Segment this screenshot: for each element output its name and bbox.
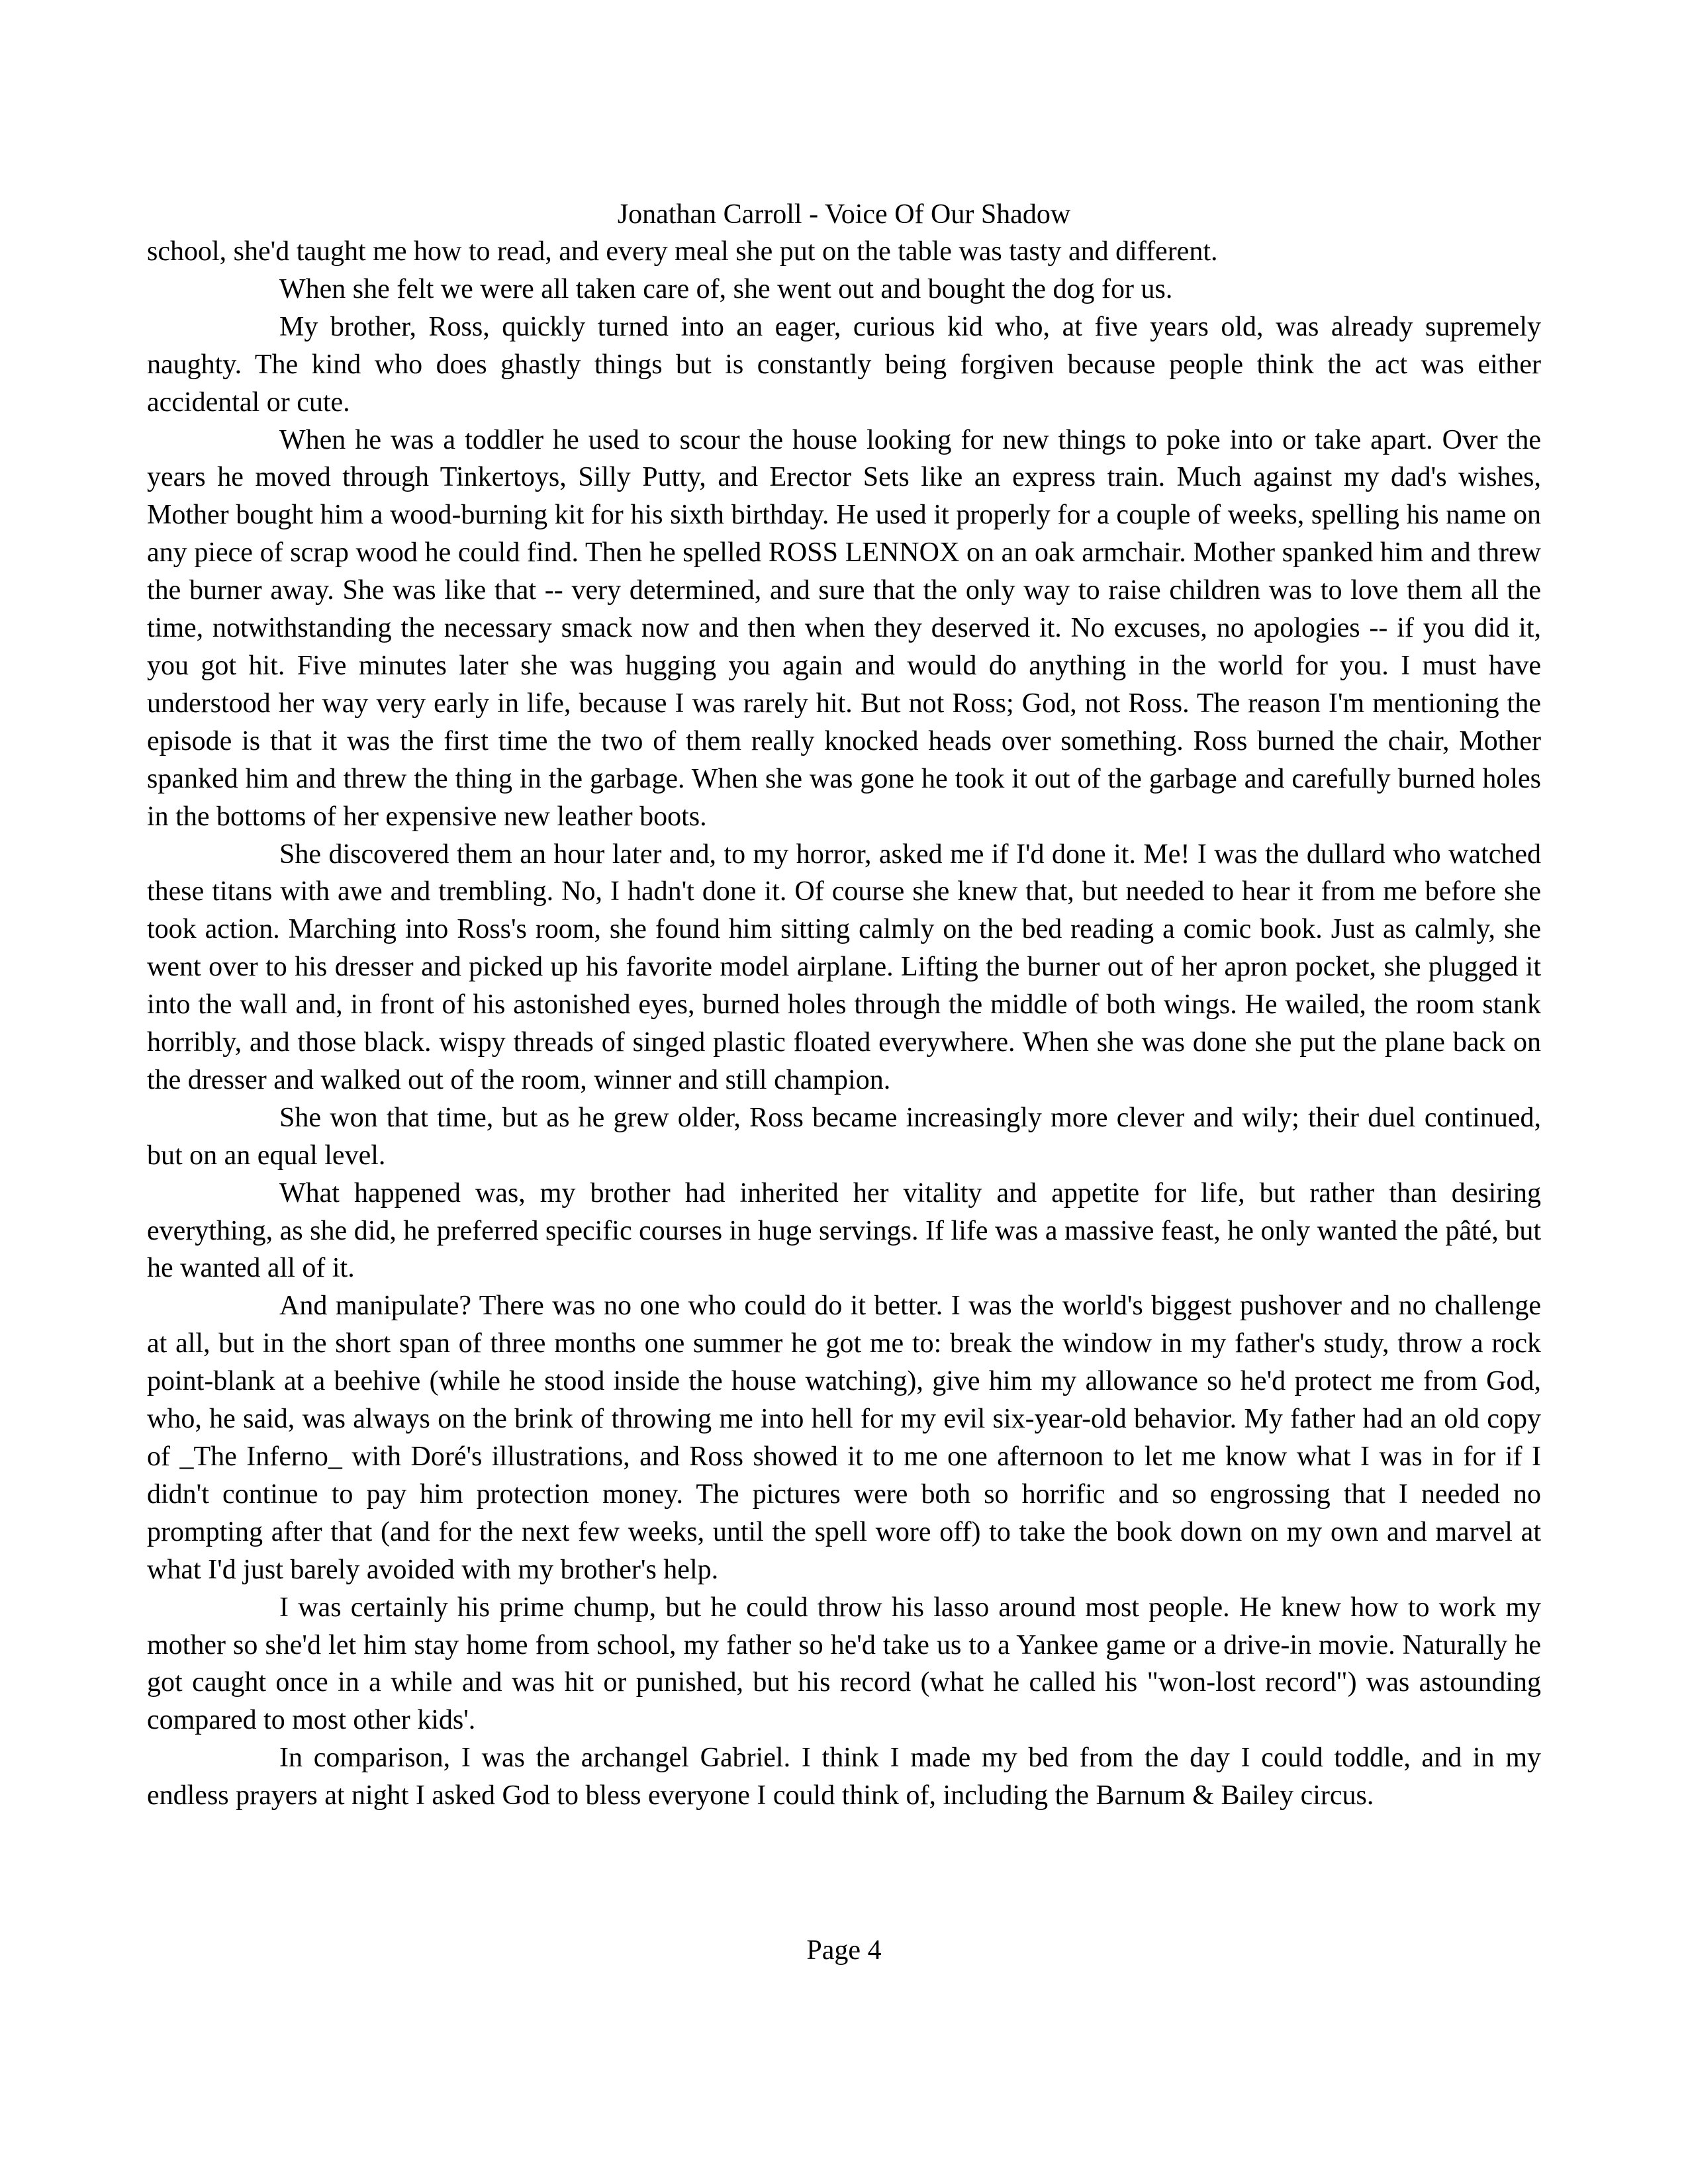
paragraph: She discovered them an hour later and, to my horror, asked me if I'd done it. Me! I was the dullard who watched these titans with awe and trembling. No, I hadn't done it. Of course she knew that, but needed to hear it from me before she took action. Marching into Ross's room, she found him sitting calmly on the bed reading a comic book. Just as calmly, she went over to his dresser and picked up his favorite model airplane. Lifting the burner out of her apron pocket, she plugged it into the wall and, in front of his astonished eyes, burned holes through the middle of both wings. He wailed, the room stank horribly, and those black. wispy threads of singed plastic floated everywhere. When she was done she put the plane back on the dresser and walked out of the room, winner and still champion. [147,839,1541,1095]
paragraph: In comparison, I was the archangel Gabriel. I think I made my bed from the day I could toddle, and in my endless prayers at night I asked God to bless everyone I could think of, including the Barnum & Bailey circus. [147,1743,1541,1811]
body-text [147,233,1541,1815]
running-header: Jonathan Carroll - Voice Of Our Shadow [617,199,1071,230]
paragraph: She won that time, but as he grew older, Ross became increasingly more clever and wily; their duel continued, but on an equal level. [147,1102,1541,1171]
paragraph: I was certainly his prime chump, but he could throw his lasso around most people. He knew how to work my mother so she'd let him stay home from school, my father so he'd take us to a Yankee game or a drive-in movie. Naturally he got caught once in a while and was hit or punished, but his record (what he called his "won-lost record") was astounding compared to most other kids'. [147,1592,1541,1736]
paragraph: When he was a toddler he used to scour the house looking for new things to poke into or take apart. Over the years he moved through Tinkertoys, Silly Putty, and Erector Sets like an express train. Much against my dad's wishes, Mother bought him a wood-burning kit for his sixth birthday. He used it properly for a couple of weeks, spelling his name on any piece of scrap wood he could find. Then he spelled ROSS LENNOX on an oak armchair. Mother spanked him and threw the burner away. She was like that -- very determined, and sure that the only way to raise children was to love them all the time, notwithstanding the necessary smack now and then when they deserved it. No excuses, no apologies -- if you did it, you got hit. Five minutes later she was hugging you again and would do anything in the world for you. I must have understood her way very early in life, because I was rarely hit. But not Ross; God, not Ross. The reason I'm mentioning the episode is that it was the first time the two of them really knocked heads over something. Ross burned the chair, Mother spanked him and threw the thing in the garbage. When she was gone he took it out of the garbage and carefully burned holes in the bottoms of her expensive new leather boots. [147,424,1541,832]
paragraph-continuation: school, she'd taught me how to read, and every meal she put on the table was tasty and different. [147,236,1218,267]
paragraph: And manipulate? There was no one who could do it better. I was the world's biggest pushover and no challenge at all, but in the short span of three months one summer he got me to: break the window in my father's study, throw a rock point-blank at a beehive (while he stood inside the house watching), give him my allowance so he'd protect me from God, who, he said, was always on the brink of throwing me into hell for my evil six-year-old behavior. My father had an old copy of _The Inferno_ with Doré's illustrations, and Ross showed it to me one afternoon to let me know what I was in for if I didn't continue to pay him protection money. The pictures were both so horrific and so engrossing that I needed no prompting after that (and for the next few weeks, until the spell wore off) to take the book down on my own and marvel at what I'd just barely avoided with my brother's help. [147,1291,1541,1585]
paragraph: What happened was, my brother had inherited her vitality and appetite for life, but rather than desiring everything, as she did, he preferred specific courses in huge servings. If life was a massive feast, he only wanted the pâté, but he wanted all of it. [147,1177,1541,1284]
paragraph: When she felt we were all taken care of, she went out and bought the dog for us. [279,273,1173,304]
page-number: Page 4 [806,1935,882,1966]
paragraph: My brother, Ross, quickly turned into an eager, curious kid who, at five years old, was already supremely naughty. The kind who does ghastly things but is constantly being forgiven because people think the act was either accidental or cute. [147,311,1541,418]
